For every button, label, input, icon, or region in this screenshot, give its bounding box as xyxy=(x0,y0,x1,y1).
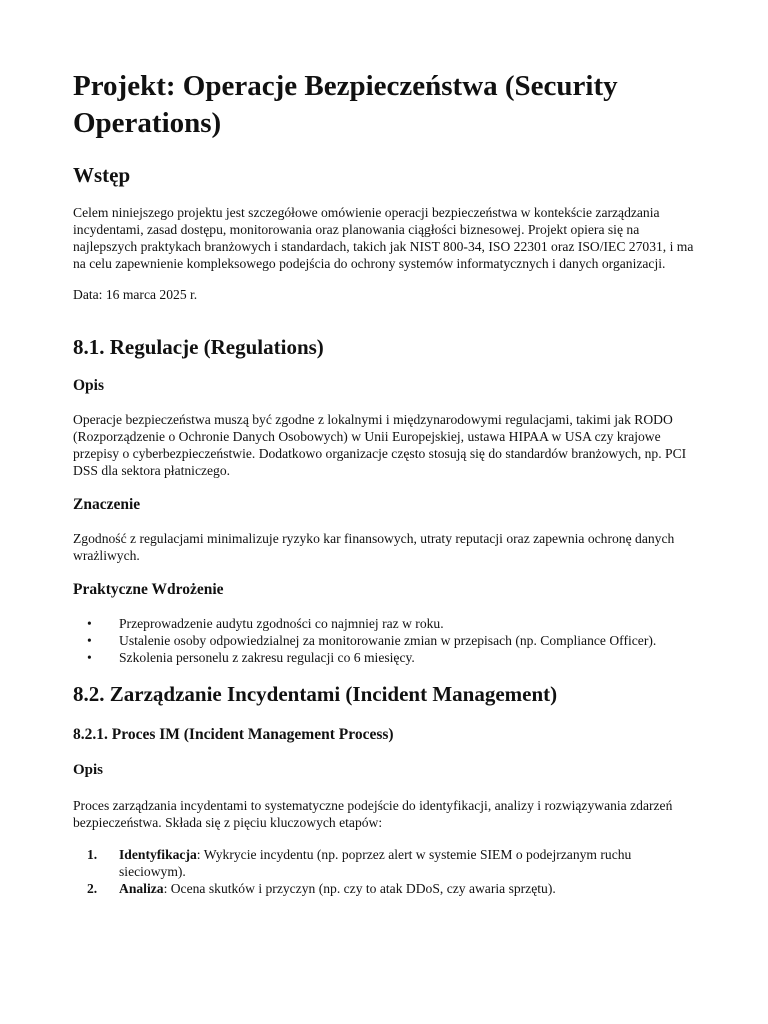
bullet-icon: • xyxy=(87,616,92,631)
section-8-1-opis-text: Operacje bezpieczeństwa muszą być zgodne z lokalnymi i międzynarodowymi regulacjami, takimi jak RODO (Rozporządzenie o Ochronie Danych Osobowych) w Unii Europejskiej, ustawa HIPAA w USA czy krajowe przepisy o cyberbezpieczeństwie. Dodatkowo organizacje często stosują się do standardów branżowych, np. PCI DSS dla sektora płatniczego. xyxy=(73,412,687,478)
list-item xyxy=(73,846,695,880)
list-item xyxy=(73,880,695,897)
section-8-1-znaczenie-text: Zgodność z regulacjami minimalizuje ryzyko kar finansowych, utraty reputacji oraz zapewnia ochronę danych wrażliwych. xyxy=(73,531,675,563)
section-8-2-1-opis-heading: Opis xyxy=(73,762,104,778)
list-item-text: Przeprowadzenie audytu zgodności co najmniej raz w roku. xyxy=(119,616,444,631)
list-item-text: Ustalenie osoby odpowiedzialnej za monitorowanie zmian w przepisach (np. Compliance Officer). xyxy=(119,633,657,648)
section-8-2-1-opis-text: Proces zarządzania incydentami to systematyczne podejście do identyfikacji, analizy i rozwiązywania zdarzeń bezpieczeństwa. Składa się z pięciu kluczowych etapów: xyxy=(73,798,673,830)
list-item-text: Szkolenia personelu z zakresu regulacji co 6 miesięcy. xyxy=(119,650,415,665)
list-item xyxy=(73,615,695,632)
bullet-icon: • xyxy=(87,633,92,648)
step-text: : Wykrycie incydentu (np. poprzez alert w systemie SIEM o podejrzanym ruchu sieciowym). xyxy=(119,847,632,879)
step-number: 2. xyxy=(87,881,98,896)
document-title: Projekt: Operacje Bezpieczeństwa (Security Operations) xyxy=(73,70,618,139)
section-8-1-opis-heading: Opis xyxy=(73,377,105,394)
section-8-1-wdrozenie-list xyxy=(73,615,695,666)
intro-date: Data: 16 marca 2025 r. xyxy=(73,287,198,302)
section-8-1-znaczenie-heading: Znaczenie xyxy=(73,496,141,513)
incident-process-steps xyxy=(73,846,695,897)
intro-paragraph: Celem niniejszego projektu jest szczegółowe omówienie operacji bezpieczeństwa w kontekście zarządzania incydentami, zasad dostępu, monitorowania oraz planowania ciągłości biznesowej. Projekt opiera się na najlepszych praktykach branżowych i standardach, takich jak NIST 800-34, ISO 22301 oraz ISO/IEC 27031, i ma na celu zapewnienie kompleksowego podejścia do ochrony systemów informatycznych i danych organizacji. xyxy=(73,205,694,271)
bullet-icon: • xyxy=(87,650,92,665)
section-8-2-1-heading: 8.2.1. Proces IM (Incident Management Process) xyxy=(73,726,394,743)
step-number: 1. xyxy=(87,847,98,862)
step-term: Analiza xyxy=(119,881,164,896)
intro-heading: Wstęp xyxy=(73,163,131,187)
document-page xyxy=(73,68,695,897)
section-8-2-heading: 8.2. Zarządzanie Incydentami (Incident Management) xyxy=(73,682,558,706)
step-term: Identyfikacja xyxy=(119,847,197,862)
list-item xyxy=(73,649,695,666)
list-item xyxy=(73,632,695,649)
section-8-1-heading: 8.1. Regulacje (Regulations) xyxy=(73,335,324,359)
step-text: : Ocena skutków i przyczyn (np. czy to atak DDoS, czy awaria sprzętu). xyxy=(163,881,556,896)
section-8-1-wdrozenie-heading: Praktyczne Wdrożenie xyxy=(73,581,224,598)
